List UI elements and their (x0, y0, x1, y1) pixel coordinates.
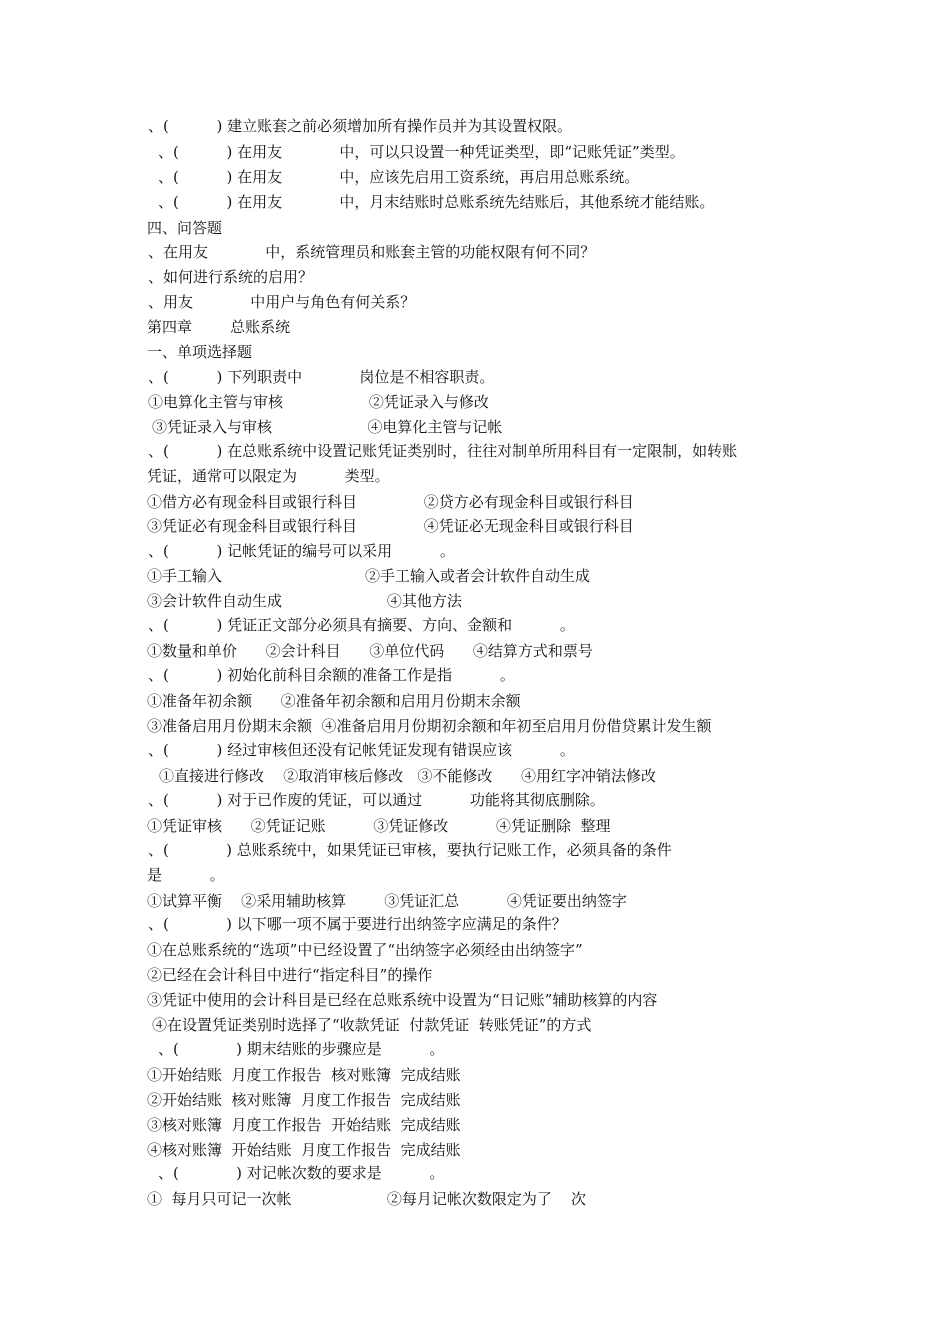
true-false-item-2: 、( ) 在用友 中，可以只设置一种凭证类型，即“记账凭证”类型。 (158, 143, 685, 161)
options-1a: ①电算化主管与审核 ②凭证录入与修改 (148, 393, 489, 411)
question-7: 、( ) 对于已作废的凭证，可以通过 功能将其彻底删除。 (148, 791, 605, 809)
question-10: 、( ) 期末结账的步骤应是 。 (158, 1040, 445, 1058)
qa-item-1: 、在用友 中，系统管理员和账套主管的功能权限有何不同？ (148, 243, 596, 261)
question-8: 、( ) 总账系统中，如果凭证已审核，要执行记账工作，必须具备的条件 (148, 841, 672, 859)
question-4: 、( ) 凭证正文部分必须具有摘要、方向、金额和 。 (148, 616, 575, 634)
option-10-1: ①开始结账 月度工作报告 核对账簿 完成结账 (147, 1066, 461, 1084)
true-false-item-4: 、( ) 在用友 中，月末结账时总账系统先结账后，其他系统才能结账。 (158, 193, 715, 211)
question-8-cont: 是 。 (147, 866, 225, 884)
question-2: 、( ) 在总账系统中设置记账凭证类别时，往往对制单所用科目有一定限制，如转账 (148, 442, 738, 460)
option-9-1: ①在总账系统的“选项”中已经设置了“出纳签字必须经由出纳签字” (147, 941, 583, 959)
section-heading-single-choice: 一、单项选择题 (147, 343, 253, 361)
question-6: 、( ) 经过审核但还没有记帐凭证发现有错误应该 。 (148, 741, 575, 759)
options-7: ①凭证审核 ②凭证记账 ③凭证修改 ④凭证删除 整理 (147, 817, 611, 835)
option-10-2: ②开始结账 核对账簿 月度工作报告 完成结账 (147, 1091, 461, 1109)
qa-item-3: 、用友 中用户与角色有何关系？ (148, 293, 416, 311)
option-9-2: ②已经在会计科目中进行“指定科目”的操作 (147, 966, 433, 984)
options-2a: ①借方必有现金科目或银行科目 ②贷方必有现金科目或银行科目 (147, 493, 634, 511)
options-11: ① 每月只可记一次帐 ②每月记帐次数限定为了 次 (147, 1190, 586, 1208)
question-11: 、( ) 对记帐次数的要求是 。 (158, 1164, 445, 1182)
option-10-3: ③核对账簿 月度工作报告 开始结账 完成结账 (147, 1116, 461, 1134)
options-1b: ③凭证录入与审核 ④电算化主管与记帐 (152, 418, 503, 436)
options-3a: ①手工输入 ②手工输入或者会计软件自动生成 (147, 567, 591, 585)
section-heading-qa: 四、问答题 (147, 219, 223, 237)
options-3b: ③会计软件自动生成 ④其他方法 (147, 592, 462, 610)
options-6: ①直接进行修改 ②取消审核后修改 ③不能修改 ④用红字冲销法修改 (159, 767, 656, 785)
options-2b: ③凭证必有现金科目或银行科目 ④凭证必无现金科目或银行科目 (147, 517, 634, 535)
option-9-3: ③凭证中使用的会计科目是已经在总账系统中设置为“日记账”辅助核算的内容 (147, 991, 658, 1009)
options-5b: ③准备启用月份期末余额 ④准备启用月份期初余额和年初至启用月份借贷累计发生额 (147, 717, 712, 735)
true-false-item-3: 、( ) 在用友 中，应该先启用工资系统，再启用总账系统。 (158, 168, 640, 186)
options-4: ①数量和单价 ②会计科目 ③单位代码 ④结算方式和票号 (147, 642, 593, 660)
question-5: 、( ) 初始化前科目余额的准备工作是指 。 (148, 666, 515, 684)
option-10-4: ④核对账簿 开始结账 月度工作报告 完成结账 (147, 1141, 461, 1159)
chapter-title: 第四章 总账系统 (147, 318, 291, 336)
question-2-cont: 凭证，通常可以限定为 类型。 (147, 467, 390, 485)
true-false-item-1: 、( ) 建立账套之前必须增加所有操作员并为其设置权限。 (148, 117, 573, 135)
question-1: 、( ) 下列职责中 岗位是不相容职责。 (148, 368, 495, 386)
question-3: 、( ) 记帐凭证的编号可以采用 。 (148, 542, 455, 560)
question-9: 、( ) 以下哪一项不属于要进行出纳签字应满足的条件？ (148, 915, 567, 933)
option-9-4: ④在设置凭证类别时选择了“收款凭证 付款凭证 转账凭证”的方式 (152, 1016, 592, 1034)
qa-item-2: 、如何进行系统的启用？ (148, 268, 314, 286)
options-8: ①试算平衡 ②采用辅助核算 ③凭证汇总 ④凭证要出纳签字 (147, 892, 627, 910)
options-5a: ①准备年初余额 ②准备年初余额和启用月份期末余额 (147, 692, 521, 710)
